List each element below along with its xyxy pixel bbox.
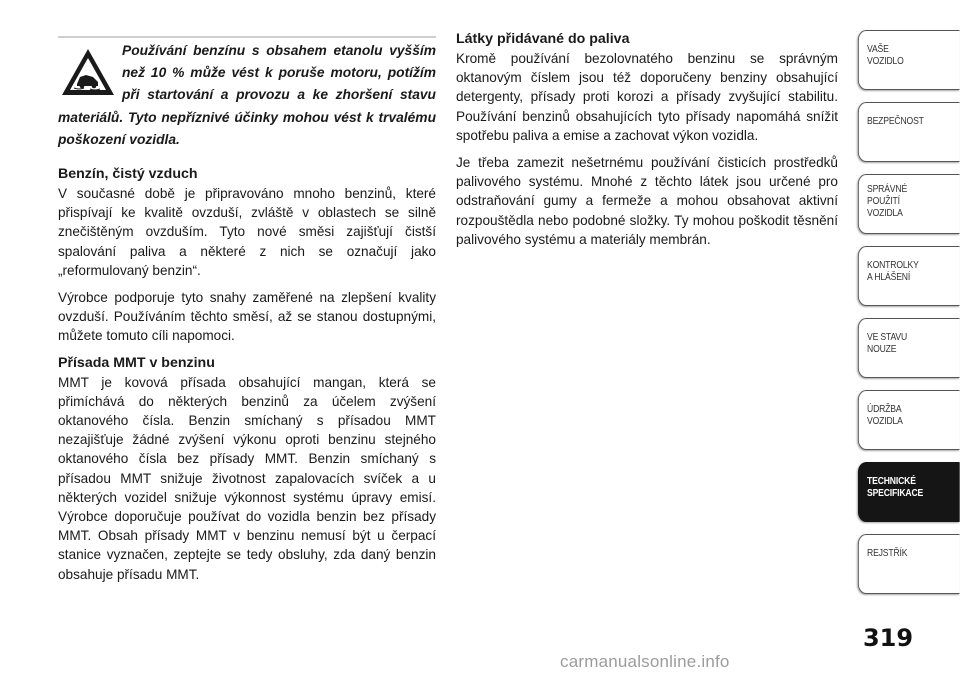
right-column — [456, 30, 838, 257]
paragraph: V současné době je připravováno mnoho benzinů, které přispívají ke kvalitě ovzduší, zvláště v oblastech se silně znečištěným ovzduším. Tyto nové směsi zajišťují čistší spalování paliva a některé z nich se označují jako „reformulovaný benzin“. — [58, 186, 436, 278]
tab-label: TECHNICKÉ — [867, 475, 916, 487]
tab-technical-specs[interactable] — [858, 462, 960, 522]
warning-text: Používání benzínu s obsahem etanolu vyšším než 10 % může vést k poruše motoru, potížím při startování a provozu a ke zhoršení stavu materiálů. Tyto nepříznivé účinky mohou vést k trvalému poškození vozidla. — [58, 43, 436, 147]
tab-index[interactable] — [858, 534, 960, 594]
tab-label: ÚDRŽBA — [867, 403, 902, 415]
tab-label: VE STAVU — [867, 331, 908, 343]
page-number: 319 — [862, 624, 914, 652]
warning-rule — [58, 36, 436, 38]
paragraph: Je třeba zamezit nešetrnému používání čisticích prostředků palivového systému. Mnohé z těchto látek jsou určené pro odstraňování gumy a fermeže a mohou obsahovat aktivní rozpouštědla nebo podobné složky. Ty mohou poškodit těsnění palivového systému a materiály membrán. — [456, 155, 838, 247]
warning-triangle-car-icon — [60, 46, 116, 98]
tab-label: SPRÁVNÉ — [867, 183, 908, 195]
tab-label: VOZIDLA — [867, 207, 903, 219]
tab-label: BEZPEČNOST — [867, 115, 924, 127]
tab-proper-use[interactable] — [858, 174, 960, 234]
heading-clean-air-fuel: Benzín, čistý vzduch — [58, 166, 198, 183]
paragraph: Kromě používání bezolovnatého benzinu se správným oktanovým číslem jsou též doporučeny benziny obsahující detergenty, přísady proti korozi a přísady zvyšující stabilitu. Používání benzinů obsahujících tyto přísady napomáhá snížit spotřebu paliva a emise a zachovat výkon vozidla. — [456, 51, 838, 143]
tab-label: VAŠE — [867, 43, 889, 55]
tab-label: NOUZE — [867, 343, 897, 355]
tab-label: SPECIFIKACE — [867, 487, 924, 499]
section-tabs — [858, 30, 960, 606]
paragraph: MMT je kovová přísada obsahující mangan, která se přimíchává do některých benzinů za účelem zvýšení oktanového čísla. Benzin smíchaný s přísadou MMT nezajišťuje žádné zvýšení výkonu oproti benzinu stejného oktanového čísla bez přísady MMT. Benzin smíchaný s přísadou MMT snižuje životnost zapalovacích svíček a u některých vozidel snižuje výkonnost systému úpravy emisí. Výrobce doporučuje používat do vozidla benzin bez přísady MMT. Obsah přísady MMT v benzinu nemusí být u čerpací stanice vyznačen, zeptejte se tedy obsluhy, zda daný benzin obsahuje přísadu MMT. — [58, 374, 436, 582]
warning-box — [58, 36, 436, 151]
tab-emergency[interactable] — [858, 318, 960, 378]
paragraph: Výrobce podporuje tyto snahy zaměřené na zlepšení kvality ovzduší. Používáním těchto směsí, až se stanou dostupnými, můžete tomuto cíli napomoci. — [58, 290, 436, 344]
tab-label: POUŽITÍ — [867, 195, 900, 207]
tab-label: VOZIDLO — [867, 55, 904, 67]
tab-label: VOZIDLA — [867, 415, 903, 427]
tab-safety[interactable] — [858, 102, 960, 162]
heading-mmt-additive: Přísada MMT v benzinu — [58, 354, 215, 371]
tab-label: A HLÁŠENÍ — [867, 271, 911, 283]
tab-your-vehicle[interactable] — [858, 30, 960, 90]
watermark: carmanualsonline.info — [560, 652, 730, 671]
tab-label: REJSTŘÍK — [867, 547, 908, 559]
heading-fuel-additives: Látky přidávané do paliva — [456, 31, 630, 47]
tab-warning-lights[interactable] — [858, 246, 960, 306]
tab-maintenance[interactable] — [858, 390, 960, 450]
left-column — [58, 36, 436, 592]
tab-label: KONTROLKY — [867, 259, 919, 271]
